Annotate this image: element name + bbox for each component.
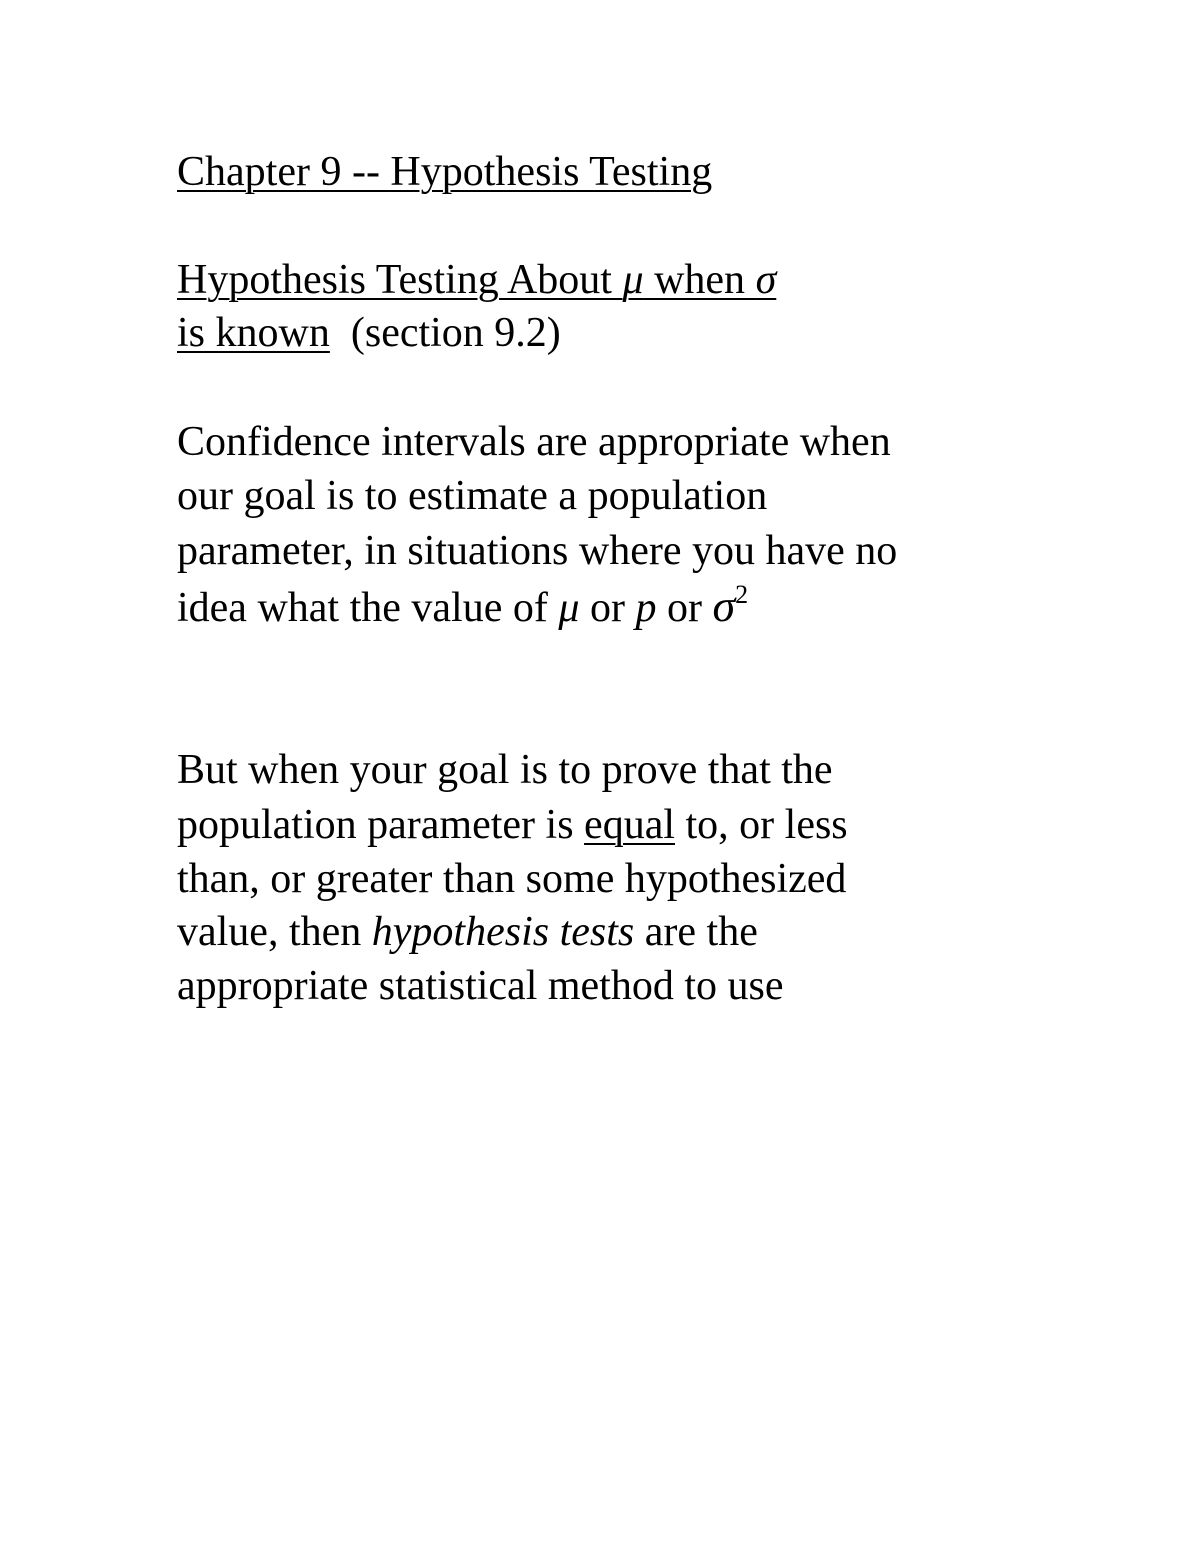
paragraph-2-line-4 [177,906,758,958]
when-text: when [643,257,756,303]
paragraph-2-line-2 [177,799,848,851]
hypothesis-tests-italic: hypothesis tests [371,909,635,955]
sigma-symbol: σ [712,580,736,631]
section-heading-text: Hypothesis Testing About [177,257,623,303]
paragraph-2-text: appropriate statistical method to use [177,963,784,1009]
paragraph-1-line-3 [177,525,897,577]
paragraph-1-line-4 [177,580,748,634]
paragraph-2-text: population parameter is [177,802,585,848]
paragraph-1-line-2 [177,470,767,522]
paragraph-2-text: value, then [177,909,372,955]
equal-underlined: equal [584,802,675,848]
paragraph-1-text: idea what the value of [177,585,559,631]
paragraph-2-line-5 [177,960,784,1012]
section-heading-underlined [177,257,776,303]
paragraph-2-text: than, or greater than some hypothesized [177,856,847,902]
paragraph-1-text: Confidence intervals are appropriate when [177,419,891,465]
section-reference: (section 9.2) [329,310,561,356]
exponent: 2 [735,580,749,609]
paragraph-1-line-1 [177,416,891,468]
paragraph-2-line-1 [177,744,833,796]
or-text: or [579,585,636,631]
paragraph-2-text: are the [634,909,758,955]
chapter-title-text: Chapter 9 -- Hypothesis Testing [177,149,713,195]
or-text: or [656,585,713,631]
is-known-text: is known [177,310,330,356]
paragraph-2-text: to, or less [675,802,848,848]
paragraph-2-text: But when your goal is to prove that the [177,747,833,793]
p-symbol: p [635,585,657,631]
mu-symbol: μ [622,257,644,303]
paragraph-1-text: parameter, in situations where you have no [177,528,898,574]
section-heading-line-1 [177,254,776,306]
paragraph-1-text: our goal is to estimate a population [177,473,768,519]
chapter-title [177,146,712,198]
mu-symbol: μ [558,585,580,631]
sigma-symbol: σ [755,257,777,303]
section-heading-line-2 [177,307,561,359]
paragraph-2-line-3 [177,853,846,905]
